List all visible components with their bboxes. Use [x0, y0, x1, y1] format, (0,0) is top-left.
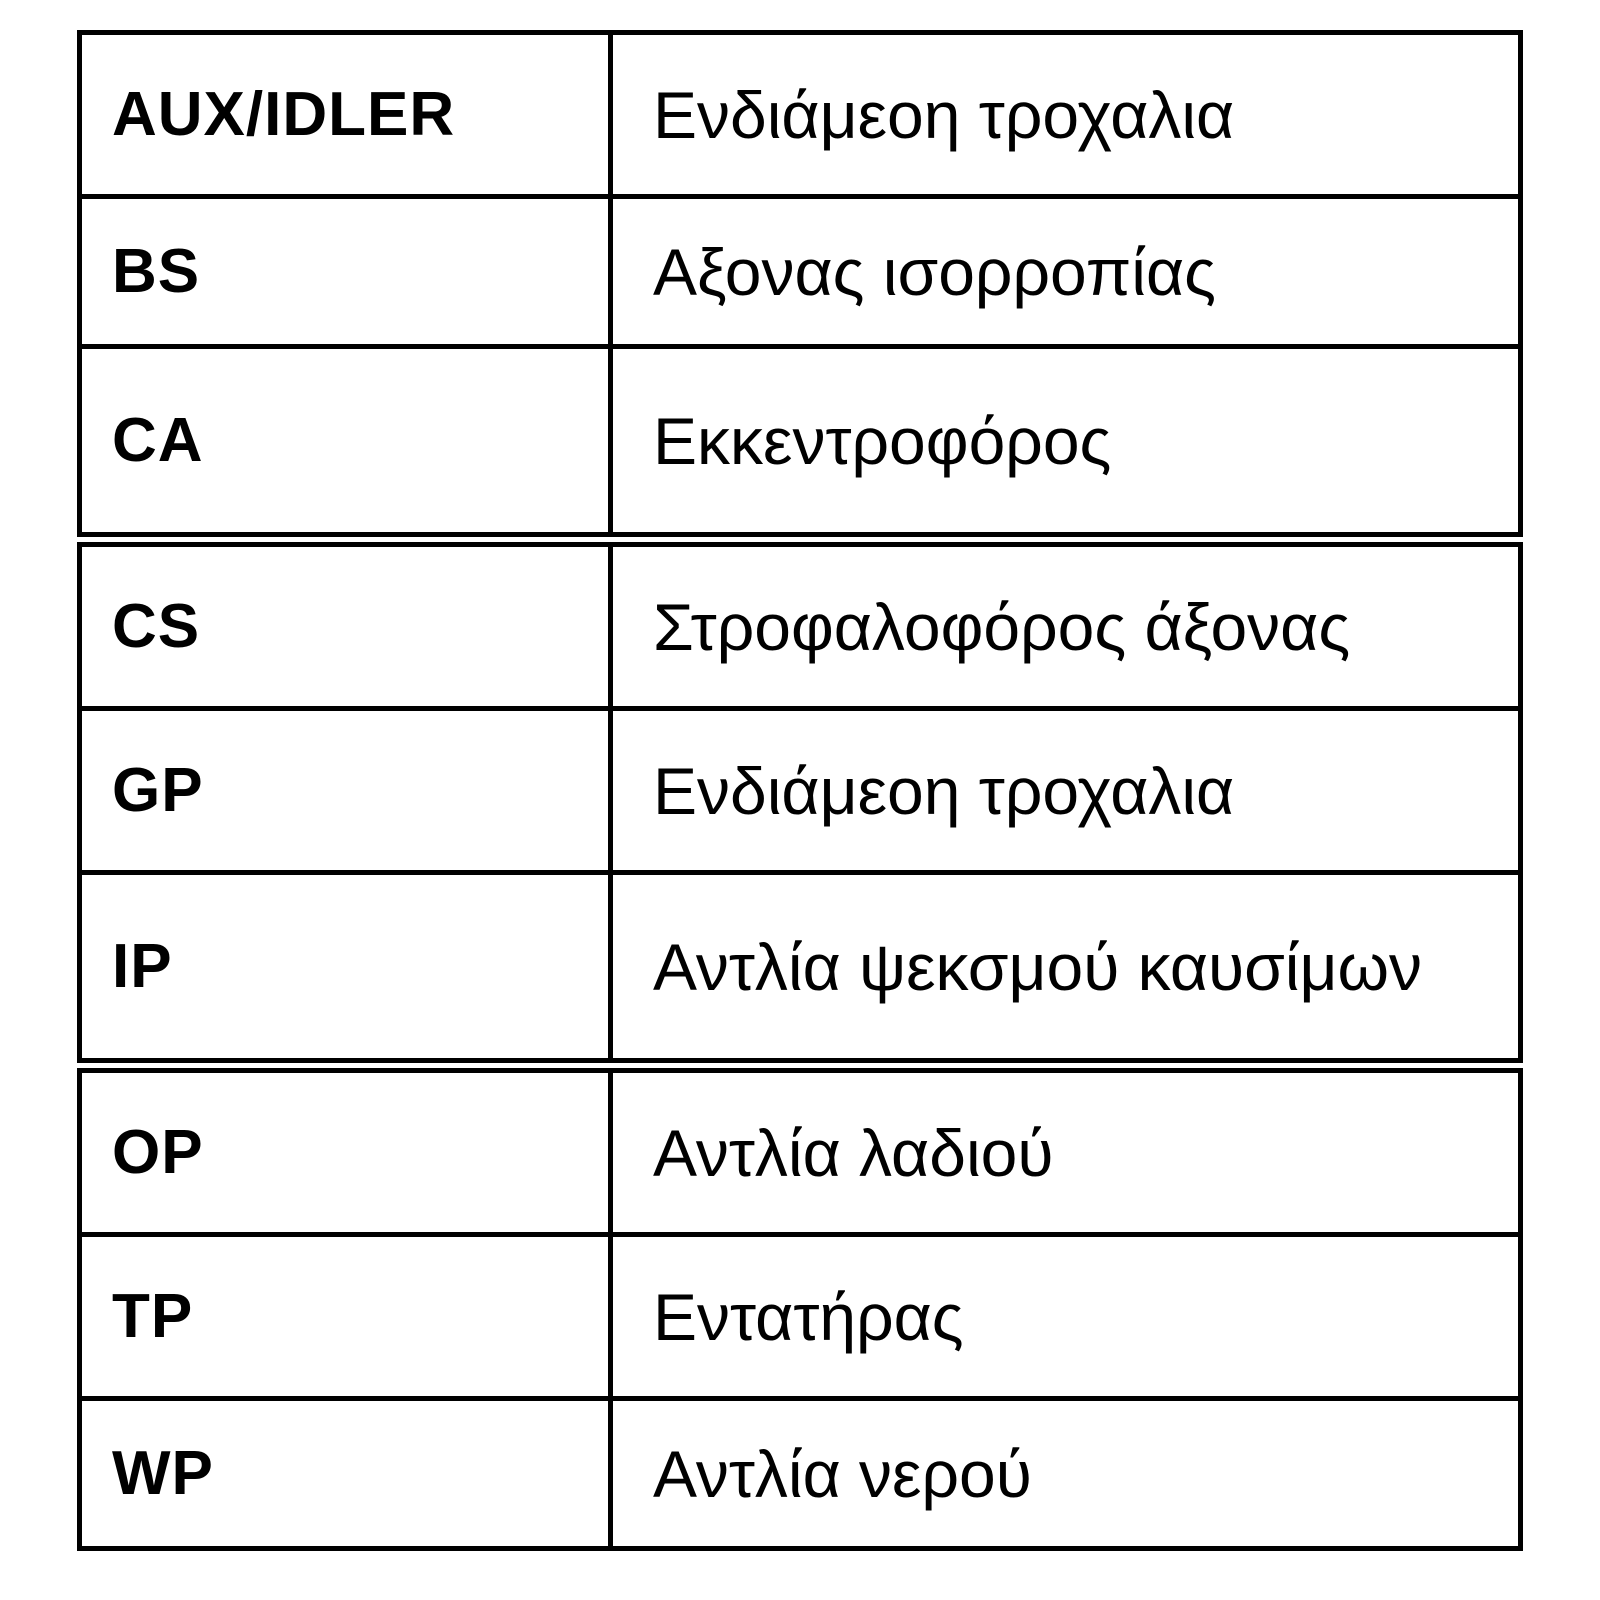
code-cell: WP: [80, 1399, 611, 1549]
description-cell: Αντλία ψεκσμού καυσίμων: [611, 873, 1521, 1061]
description-cell: Εντατήρας: [611, 1235, 1521, 1399]
description-cell: Στροφαλοφόρος άξονας: [611, 545, 1521, 709]
table-row: [80, 1399, 1521, 1549]
legend-table-group-2: [77, 542, 1523, 1063]
legend-table-group-3: [77, 1068, 1523, 1551]
description-cell: Αξονας ισορροπίας: [611, 197, 1521, 347]
table-row: [80, 1235, 1521, 1399]
table-row: [80, 33, 1521, 197]
code-cell: CA: [80, 347, 611, 535]
description-cell: Ενδιάμεοη τροχαλια: [611, 709, 1521, 873]
code-cell: AUX/IDLER: [80, 33, 611, 197]
description-cell: Εκκεντροφόρος: [611, 347, 1521, 535]
table-row: [80, 1071, 1521, 1235]
legend-table-group-1: [77, 30, 1523, 537]
table-row: [80, 545, 1521, 709]
description-cell: Αντλία νερού: [611, 1399, 1521, 1549]
code-cell: IP: [80, 873, 611, 1061]
table-row: [80, 709, 1521, 873]
code-cell: OP: [80, 1071, 611, 1235]
table-row: [80, 873, 1521, 1061]
code-cell: GP: [80, 709, 611, 873]
table-row: [80, 347, 1521, 535]
description-cell: Αντλία λαδιού: [611, 1071, 1521, 1235]
table-row: [80, 197, 1521, 347]
code-cell: TP: [80, 1235, 611, 1399]
code-cell: CS: [80, 545, 611, 709]
code-cell: BS: [80, 197, 611, 347]
abbreviation-legend: [77, 30, 1523, 1556]
description-cell: Ενδιάμεοη τροχαλια: [611, 33, 1521, 197]
